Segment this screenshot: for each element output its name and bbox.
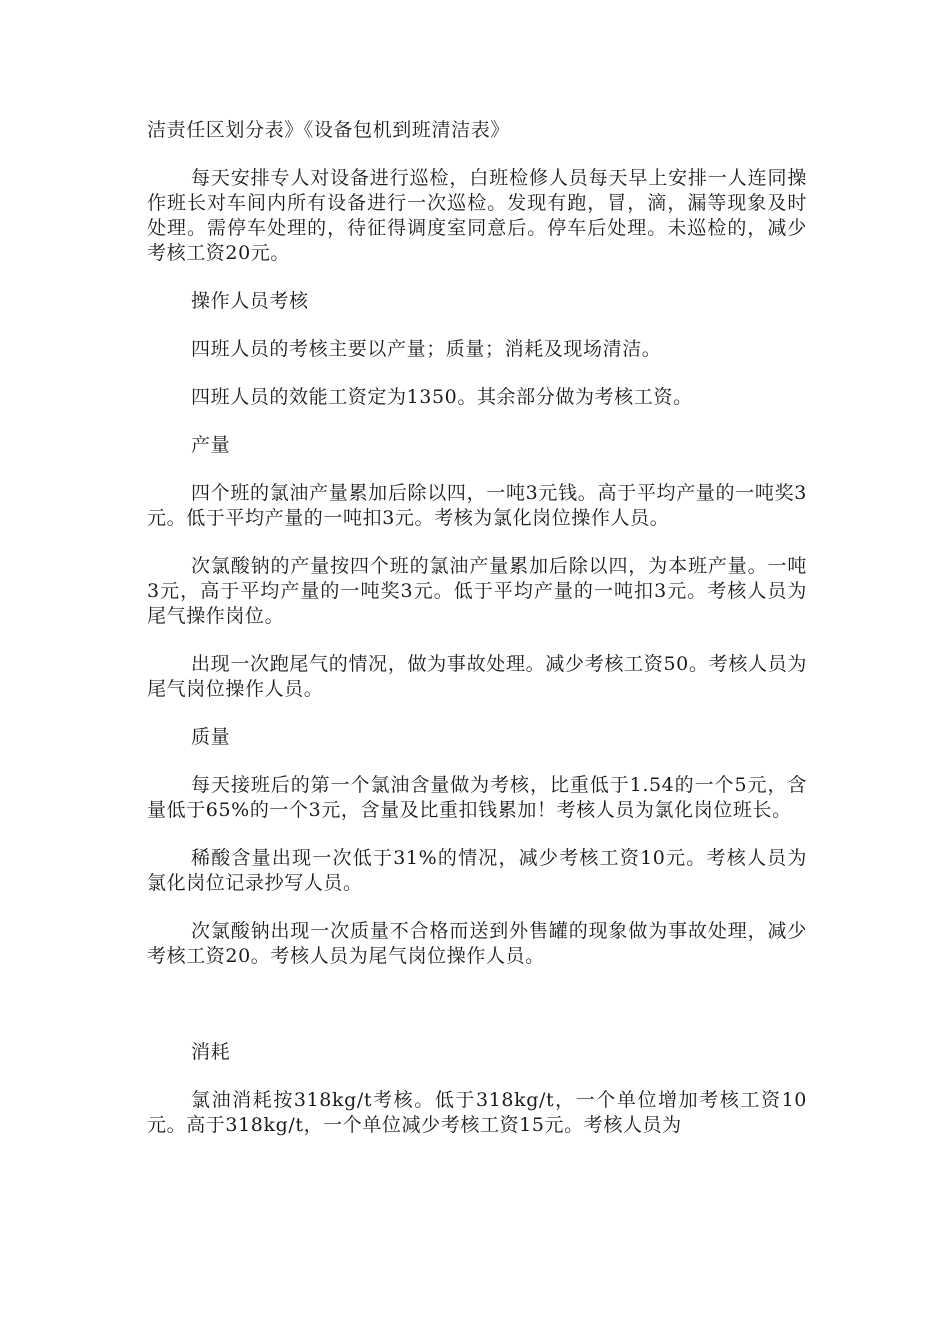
- blank-space: [147, 992, 807, 1040]
- section-heading-consumption: 消耗: [191, 1041, 231, 1063]
- paragraph-output-sodium-hypochlorite: 次氯酸钠的产量按四个班的氯油产量累加后除以四，为本班产量。一吨3元，高于平均产量的一吨奖3元。低于平均产量的一吨扣3元。考核人员为尾气操作岗位。: [147, 555, 807, 627]
- section-heading-quality: 质量: [191, 726, 231, 748]
- paragraph-quality-dilute-acid: 稀酸含量出现一次低于31%的情况，减少考核工资10元。考核人员为氯化岗位记录抄写人员。: [147, 847, 807, 894]
- paragraph-consumption-chlorinated-oil: 氯油消耗按318kg/t考核。低于318kg/t，一个单位增加考核工资10元。高于318kg/t，一个单位减少考核工资15元。考核人员为: [147, 1089, 807, 1136]
- document-page: [147, 118, 807, 1161]
- paragraph-tail-gas-leak: 出现一次跑尾气的情况，做为事故处理。减少考核工资50。考核人员为尾气岗位操作人员。: [147, 653, 807, 700]
- paragraph-quality-chlorinated-oil: 每天接班后的第一个氯油含量做为考核，比重低于1.54的一个5元，含量低于65%的一个3元，含量及比重扣钱累加！考核人员为氯化岗位班长。: [147, 774, 807, 821]
- paragraph-four-shift-basis: 四班人员的考核主要以产量；质量；消耗及现场清洁。: [191, 338, 662, 360]
- paragraph-four-shift-wage: 四班人员的效能工资定为1350。其余部分做为考核工资。: [191, 386, 693, 408]
- paragraph-quality-sodium-hypochlorite: 次氯酸钠出现一次质量不合格而送到外售罐的现象做为事故处理，减少考核工资20。考核人员为尾气岗位操作人员。: [147, 920, 807, 967]
- paragraph-output-chlorinated-oil: 四个班的氯油产量累加后除以四，一吨3元钱。高于平均产量的一吨奖3元。低于平均产量的一吨扣3元。考核为氯化岗位操作人员。: [147, 482, 807, 529]
- section-heading-operator-assessment: 操作人员考核: [191, 290, 309, 312]
- paragraph-continuation: 洁责任区划分表》《设备包机到班清洁表》: [147, 119, 510, 141]
- paragraph-inspection: 每天安排专人对设备进行巡检，白班检修人员每天早上安排一人连同操作班长对车间内所有设备进行一次巡检。发现有跑，冒，滴，漏等现象及时处理。需停车处理的，待征得调度室同意后。停车后处理。未巡检的，减少考核工资20元。: [147, 167, 807, 264]
- section-heading-output: 产量: [191, 434, 231, 456]
